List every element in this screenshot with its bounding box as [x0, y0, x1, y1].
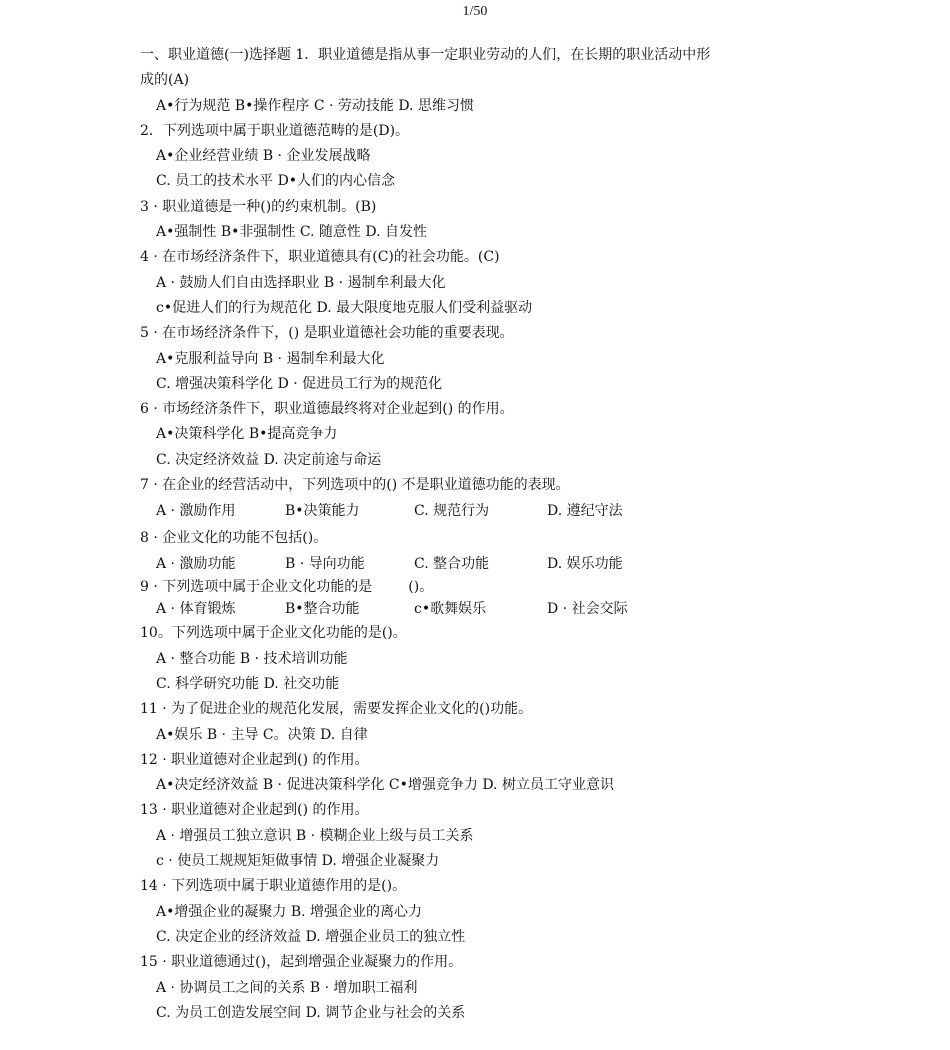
question-line: 14 · 下列选项中属于职业道德作用的是()。	[140, 878, 407, 895]
question-text: 9 · 下列选项中属于企业文化功能的是	[140, 579, 373, 596]
question-line: 10。下列选项中属于企业文化功能的是()。	[140, 625, 407, 642]
options-line: c · 使员工规规矩矩做事情 D. 增强企业凝聚力	[156, 853, 440, 870]
options-line: A•决策科学化 B•提高竞争力	[156, 426, 338, 443]
options-line: A•行为规范 B•操作程序 C · 劳动技能 D. 思维习惯	[156, 97, 474, 114]
question-line: 成的(A)	[140, 72, 190, 89]
question-line: 11 · 为了促进企业的规范化发展，需要发挥企业文化的()功能。	[140, 701, 533, 718]
question: 8 · 企业文化的功能不包括()。	[140, 530, 328, 547]
options-line: A•决定经济效益 B · 促进决策科学化 C•增强竞争力 D. 树立员工守业意识	[156, 777, 614, 794]
options-line: c•促进人们的行为规范化 D. 最大限度地克服人们受利益驱动	[156, 299, 533, 316]
options-line: A•克服利益导向 B · 遏制牟利最大化	[156, 350, 385, 367]
options-line: A · 整合功能 B · 技术培训功能	[156, 650, 348, 667]
question-line: 13 · 职业道德对企业起到() 的作用。	[140, 802, 369, 819]
option: D. 遵纪守法	[547, 503, 623, 520]
options-line: A•企业经营业绩 B · 企业发展战略	[156, 148, 371, 165]
question-line: 6 · 市场经济条件下，职业道德最终将对企业起到() 的作用。	[140, 401, 514, 418]
page-number: 1/50	[462, 4, 488, 19]
option: A · 体育锻炼	[156, 601, 236, 618]
options-line: C. 决定企业的经济效益 D. 增强企业员工的独立性	[156, 928, 466, 945]
q8-options	[140, 552, 740, 576]
options-line: A · 鼓励人们自由选择职业 B · 遏制牟利最大化	[156, 274, 446, 291]
question-line: 15 · 职业道德通过()，起到增强企业凝聚力的作用。	[140, 954, 463, 971]
options-line: A•增强企业的凝聚力 B. 增强企业的离心力	[156, 903, 423, 920]
options-line: C. 增强决策科学化 D · 促进员工行为的规范化	[156, 375, 443, 392]
question	[140, 576, 740, 598]
option: A · 激励作用	[156, 503, 236, 520]
options-line: C. 科学研究功能 D. 社交功能	[156, 675, 340, 692]
option: B•整合功能	[285, 601, 360, 618]
options-line: A · 协调员工之间的关系 B · 增加职工福利	[156, 979, 418, 996]
options-line: A•强制性 B•非强制性 C. 随意性 D. 自发性	[156, 224, 428, 241]
question-line: 2．下列选项中属于职业道德范畴的是(D)。	[140, 122, 410, 139]
option: c•歌舞娱乐	[414, 601, 487, 618]
options-line: A · 增强员工独立意识 B · 模糊企业上级与员工关系	[156, 827, 474, 844]
question-line: 一、职业道德(一)选择题 1．职业道德是指从事一定职业劳动的人们，在长期的职业活动中形	[140, 47, 711, 63]
question-line: 7 · 在企业的经营活动中，下列选项中的() 不是职业道德功能的表现。	[140, 477, 570, 494]
question-line: 12 · 职业道德对企业起到() 的作用。	[140, 751, 369, 768]
q7-options	[140, 498, 740, 525]
options-line: A•娱乐 B · 主导 C。决策 D. 自律	[156, 726, 368, 743]
option: D · 社会交际	[547, 601, 628, 618]
option: B · 导向功能	[285, 556, 365, 573]
options-line: C. 决定经济效益 D. 决定前途与命运	[156, 451, 382, 468]
question-blank: ()。	[408, 579, 434, 596]
document-body	[140, 43, 740, 1026]
question-line: 5 · 在市场经济条件下，() 是职业道德社会功能的重要表现。	[140, 325, 514, 342]
option: A · 激励功能	[156, 556, 236, 573]
options-line: C. 员工的技术水平 D•人们的内心信念	[156, 173, 396, 190]
q9-options	[140, 598, 740, 621]
option: C. 规范行为	[414, 503, 490, 520]
option: D. 娱乐功能	[547, 556, 623, 573]
question-line: 4 · 在市场经济条件下，职业道德具有(C)的社会功能。(C)	[140, 249, 500, 266]
questions-1-to-7	[140, 43, 740, 498]
option: B•决策能力	[285, 503, 360, 520]
questions-10-to-15	[140, 621, 740, 1026]
options-line: C. 为员工创造发展空间 D. 调节企业与社会的关系	[156, 1004, 466, 1021]
option: C. 整合功能	[414, 556, 490, 573]
question-line: 3 · 职业道德是一种()的约束机制。(B)	[140, 198, 377, 215]
